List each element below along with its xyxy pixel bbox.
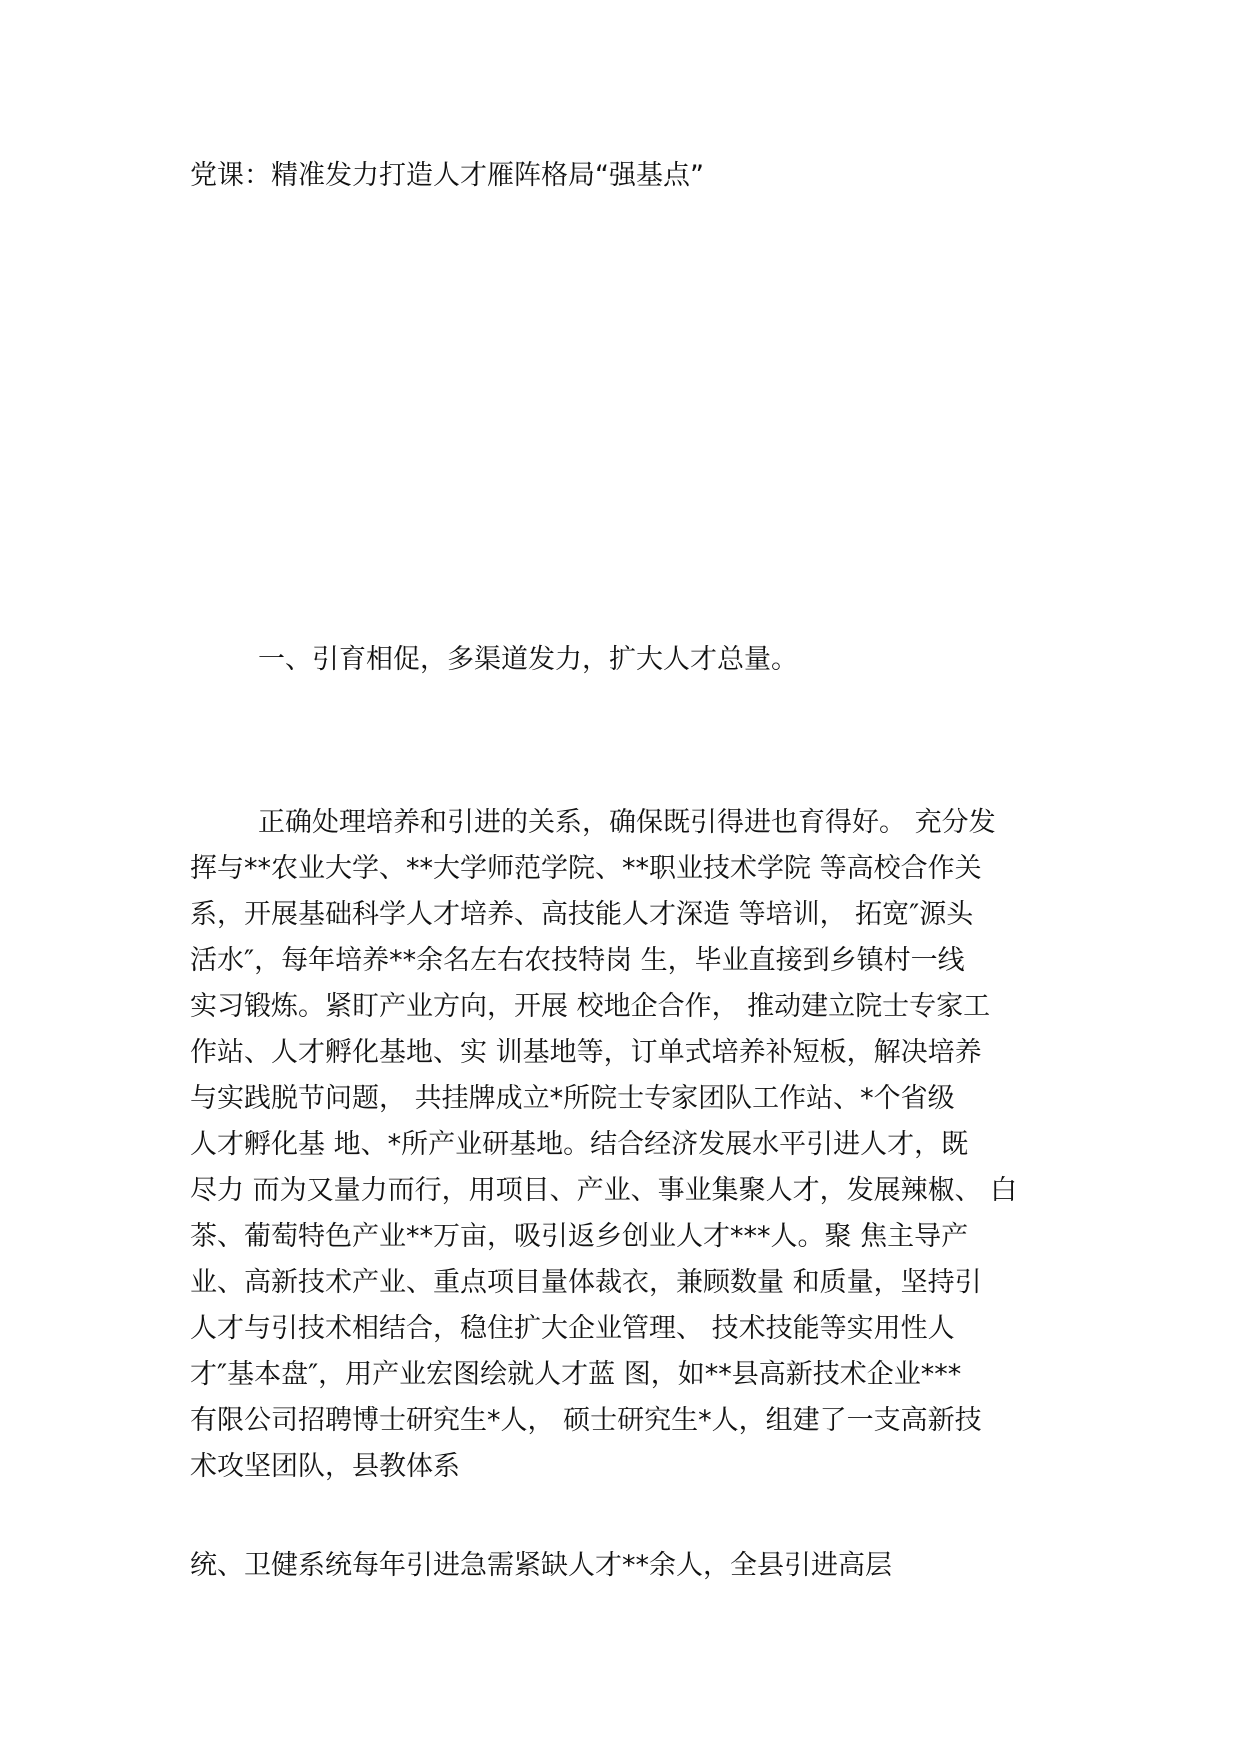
paragraph-line: 有限公司招聘博士研究生*人， 硕士研究生*人，组建了一支高新技 xyxy=(190,1405,982,1436)
paragraph-line: 业、高新技术产业、重点项目量体裁衣，兼顾数量 和质量，坚持引 xyxy=(190,1267,982,1298)
paragraph-line: 系，开展基础科学人才培养、高技能人才深造 等培训， 拓宽″源头 xyxy=(190,899,974,930)
paragraph-line: 人才孵化基 地、*所产业研基地。结合经济发展水平引进人才，既 xyxy=(190,1129,969,1160)
paragraph-line: 实习锻炼。紧盯产业方向，开展 校地企合作， 推动建立院士专家工 xyxy=(190,991,991,1022)
paragraph-line: 与实践脱节问题， 共挂牌成立*所院士专家团队工作站、*个省级 xyxy=(190,1083,955,1114)
continuation-line: 统、卫健系统每年引进急需紧缺人才**余人，全县引进高层 xyxy=(190,1550,892,1581)
paragraph-line: 作站、人才孵化基地、实 训基地等，订单式培养补短板，解决培养 xyxy=(190,1037,982,1068)
paragraph-line: 人才与引技术相结合，稳住扩大企业管理、 技术技能等实用性人 xyxy=(190,1313,955,1344)
paragraph-line: 活水″，每年培养**余名左右农技特岗 生，毕业直接到乡镇村一线 xyxy=(190,945,965,976)
paragraph-line: 尽力 而为又量力而行，用项目、产业、事业集聚人才，发展辣椒、 白 xyxy=(190,1175,1018,1206)
paragraph-line: 才″基本盘″，用产业宏图绘就人才蓝 图，如**县高新技术企业*** xyxy=(190,1359,962,1390)
document-title: 党课：精准发力打造人才雁阵格局“强基点” xyxy=(190,160,704,191)
paragraph-line: 术攻坚团队，县教体系 xyxy=(190,1451,460,1482)
paragraph-line: 茶、葡萄特色产业**万亩，吸引返乡创业人才***人。聚 焦主导产 xyxy=(190,1221,969,1252)
paragraph-line: 挥与**农业大学、**大学师范学院、**职业技术学院 等高校合作关 xyxy=(190,853,982,884)
paragraph-line: 正确处理培养和引进的关系，确保既引得进也育得好。 充分发 xyxy=(258,807,996,838)
body-paragraph xyxy=(190,800,1070,1490)
section-heading: 一、引育相促，多渠道发力，扩大人才总量。 xyxy=(258,644,798,675)
